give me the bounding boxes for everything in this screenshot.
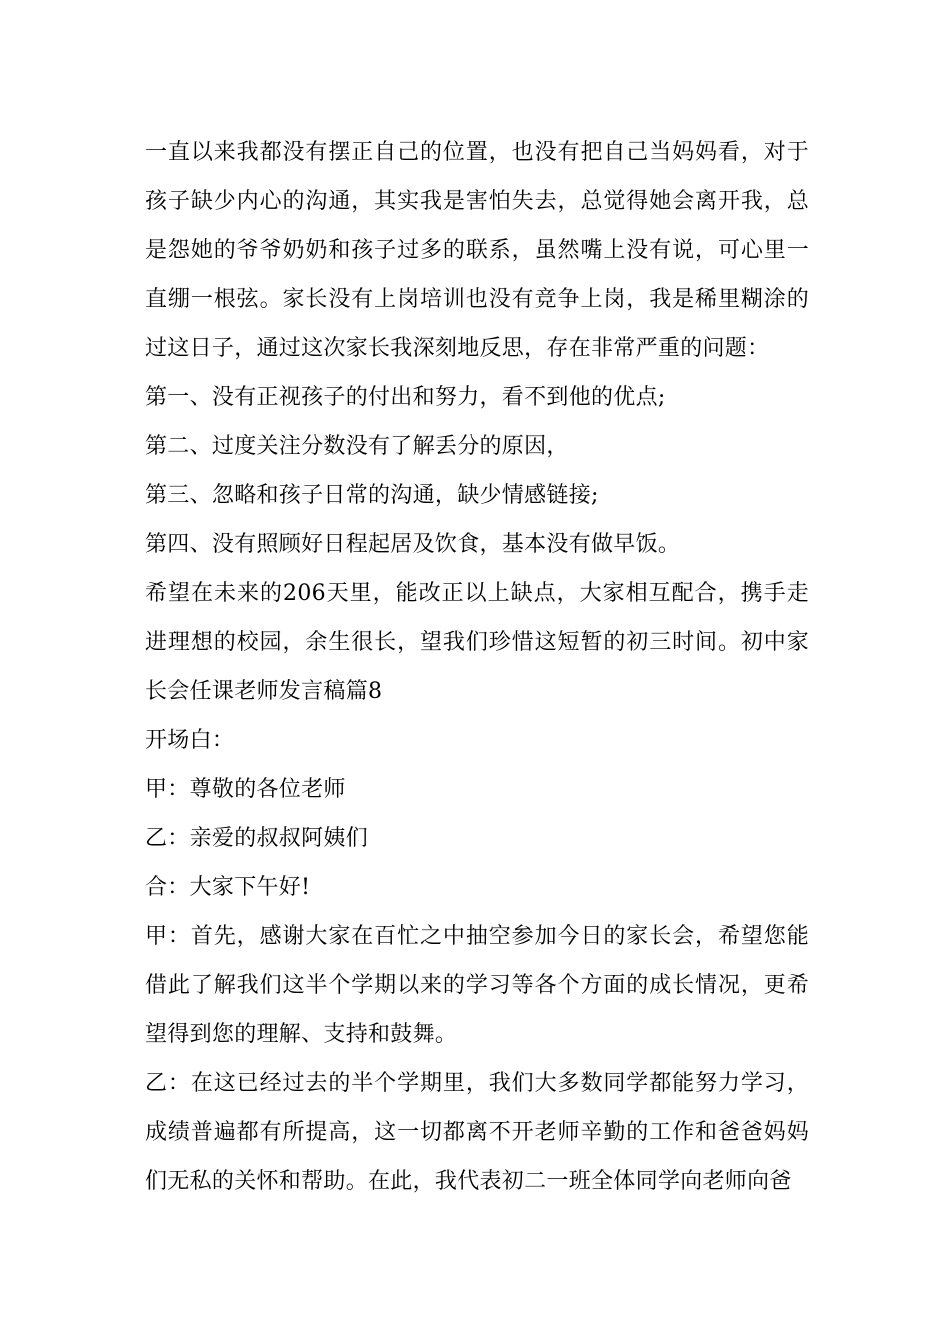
document-page bbox=[145, 128, 809, 1206]
paragraph-point-one: 第一、没有正视孩子的付出和努力，看不到他的优点; bbox=[145, 385, 666, 410]
paragraph-hope: 希望在未来的206天里，能改正以上缺点，大家相互配合，携手走进理想的校园，余生很长，望我们珍惜这短暂的初三时间。初中家长会任课老师发言稿篇8 bbox=[145, 581, 809, 704]
paragraph-point-three: 第三、忽略和孩子日常的沟通，缺少情感链接; bbox=[145, 483, 599, 508]
paragraph-speaker-b-review: 乙：在这已经过去的半个学期里，我们大多数同学都能努力学习，成绩普遍都有所提高，这一切都离不开老师辛勤的工作和爸爸妈妈们无私的关怀和帮助。在此，我代表初二一班全体同学向老师向爸 bbox=[145, 1071, 809, 1194]
paragraph-point-two: 第二、过度关注分数没有了解丢分的原因， bbox=[145, 434, 569, 459]
paragraph-reflection: 一直以来我都没有摆正自己的位置，也没有把自己当妈妈看，对于孩子缺少内心的沟通，其实我是害怕失去，总觉得她会离开我，总是怨她的爷爷奶奶和孩子过多的联系，虽然嘴上没有说，可心里一直绷一根弦。家长没有上岗培训也没有竞争上岗，我是稀里糊涂的过这日子，通过这次家长我深刻地反思，存在非常严重的问题： bbox=[145, 140, 809, 361]
paragraph-opening-label: 开场白： bbox=[145, 728, 235, 753]
paragraph-speaker-a-thanks: 甲：首先，感谢大家在百忙之中抽空参加今日的家长会，希望您能借此了解我们这半个学期以来的学习等各个方面的成长情况，更希望得到您的理解、支持和鼓舞。 bbox=[145, 924, 809, 1047]
paragraph-together-greeting: 合：大家下午好! bbox=[145, 875, 311, 900]
paragraph-speaker-a-greeting: 甲：尊敬的各位老师 bbox=[145, 777, 346, 802]
paragraph-speaker-b-greeting: 乙：亲爱的叔叔阿姨们 bbox=[145, 826, 369, 851]
paragraph-point-four: 第四、没有照顾好日程起居及饮食，基本没有做早饭。 bbox=[145, 532, 681, 557]
